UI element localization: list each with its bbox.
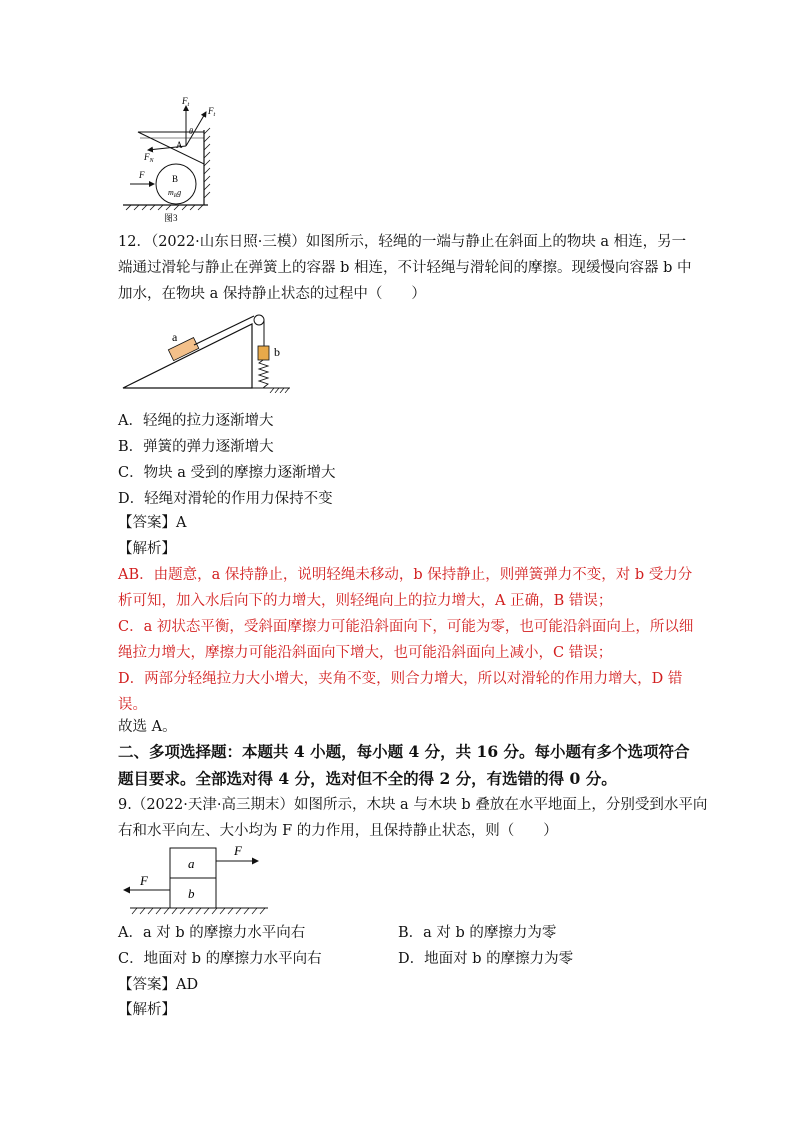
q12-analysis-line-3: C．a 初状态平衡，受斜面摩擦力可能沿斜面向下，可能为零，也可能沿斜面向上，所以细 bbox=[118, 619, 694, 635]
q9-stem-line-2: 右和水平向左、大小均为 F 的力作用，且保持静止状态，则（ ） bbox=[118, 823, 558, 839]
label-fn: $F_N$ bbox=[144, 152, 154, 164]
label-a: A bbox=[176, 140, 183, 150]
q9-option-a: A．a 对 b 的摩擦力水平向右 bbox=[118, 925, 306, 941]
q12-analysis-line-5: D．两部分轻绳拉力大小增大，夹角不变，则合力增大，所以对滑轮的作用力增大，D 错 bbox=[118, 671, 683, 687]
q12-stem-line-1: 12．（2022·山东日照·三模）如图所示，轻绳的一端与静止在斜面上的物块 a 相连，另一 bbox=[118, 234, 687, 250]
q12-option-a: A．轻绳的拉力逐渐增大 bbox=[118, 413, 274, 429]
section-2-heading-line-2: 题目要求。全部选对得 4 分，选对但不全的得 2 分，有选错的得 0 分。 bbox=[118, 769, 617, 788]
q9-option-d: D．地面对 b 的摩擦力为零 bbox=[398, 951, 574, 967]
label-container-b: b bbox=[274, 345, 280, 359]
label-b: B bbox=[172, 174, 179, 184]
label-theta: θ bbox=[189, 127, 193, 136]
q12-analysis-line-6: 误。 bbox=[118, 697, 147, 713]
q12-analysis-line-4: 绳拉力增大，摩擦力可能沿斜面向下增大，也可能沿斜面向上减小，C 错误； bbox=[118, 645, 613, 661]
q12-stem-line-2: 端通过滑轮与静止在弹簧上的容器 b 相连，不计轻绳与滑轮间的摩擦。现缓慢向容器 b 中 bbox=[118, 260, 692, 276]
q12-answer: 【答案】A bbox=[118, 515, 187, 531]
figure-3-diagram bbox=[118, 90, 223, 225]
q9-option-c: C．地面对 b 的摩擦力水平向右 bbox=[118, 951, 322, 967]
label-block-a: a bbox=[172, 330, 178, 344]
section-2-heading-line-1: 二、多项选择题：本题共 4 小题，每小题 4 分，共 16 分。每小题有多个选项符合 bbox=[118, 742, 690, 761]
q9-blocks-diagram bbox=[118, 843, 268, 915]
label-mbg: $m_Bg$ bbox=[168, 188, 182, 199]
q12-conclusion: 故选 A。 bbox=[118, 719, 177, 735]
label-block-b: b bbox=[188, 886, 195, 901]
q12-option-c: C．物块 a 受到的摩擦力逐渐增大 bbox=[118, 465, 336, 481]
q12-option-b: B．弹簧的弹力逐渐增大 bbox=[118, 439, 274, 455]
q9-option-b: B．a 对 b 的摩擦力为零 bbox=[398, 925, 557, 941]
q9-analysis-title: 【解析】 bbox=[118, 1002, 176, 1018]
q9-answer: 【答案】AD bbox=[118, 977, 199, 993]
label-f: F bbox=[139, 170, 145, 180]
q9-stem-line-1: 9.（2022·天津·高三期末）如图所示，木块 a 与木块 b 叠放在水平地面上，分别受到水平向 bbox=[118, 797, 708, 813]
label-ft-prime: $F_t$ bbox=[208, 106, 216, 118]
q12-analysis-line-2: 析可知，加入水后向下的力增大，则轻绳向上的拉力增大，A 正确，B 错误； bbox=[118, 593, 613, 609]
figure-caption: 图3 bbox=[164, 213, 178, 223]
label-force-right: F bbox=[234, 843, 242, 858]
q12-option-d: D．轻绳对滑轮的作用力保持不变 bbox=[118, 491, 333, 507]
label-force-left: F bbox=[140, 873, 148, 888]
q12-stem-line-3: 加水，在物块 a 保持静止状态的过程中（ ） bbox=[118, 286, 426, 302]
q12-analysis-line-1: AB．由题意，a 保持静止，说明轻绳未移动，b 保持静止，则弹簧弹力不变，对 b 受力分 bbox=[118, 567, 693, 583]
q12-analysis-title: 【解析】 bbox=[118, 541, 176, 557]
q12-incline-diagram bbox=[118, 308, 303, 393]
label-block-a: a bbox=[188, 856, 195, 871]
label-ft: $F_t$ bbox=[182, 96, 190, 108]
